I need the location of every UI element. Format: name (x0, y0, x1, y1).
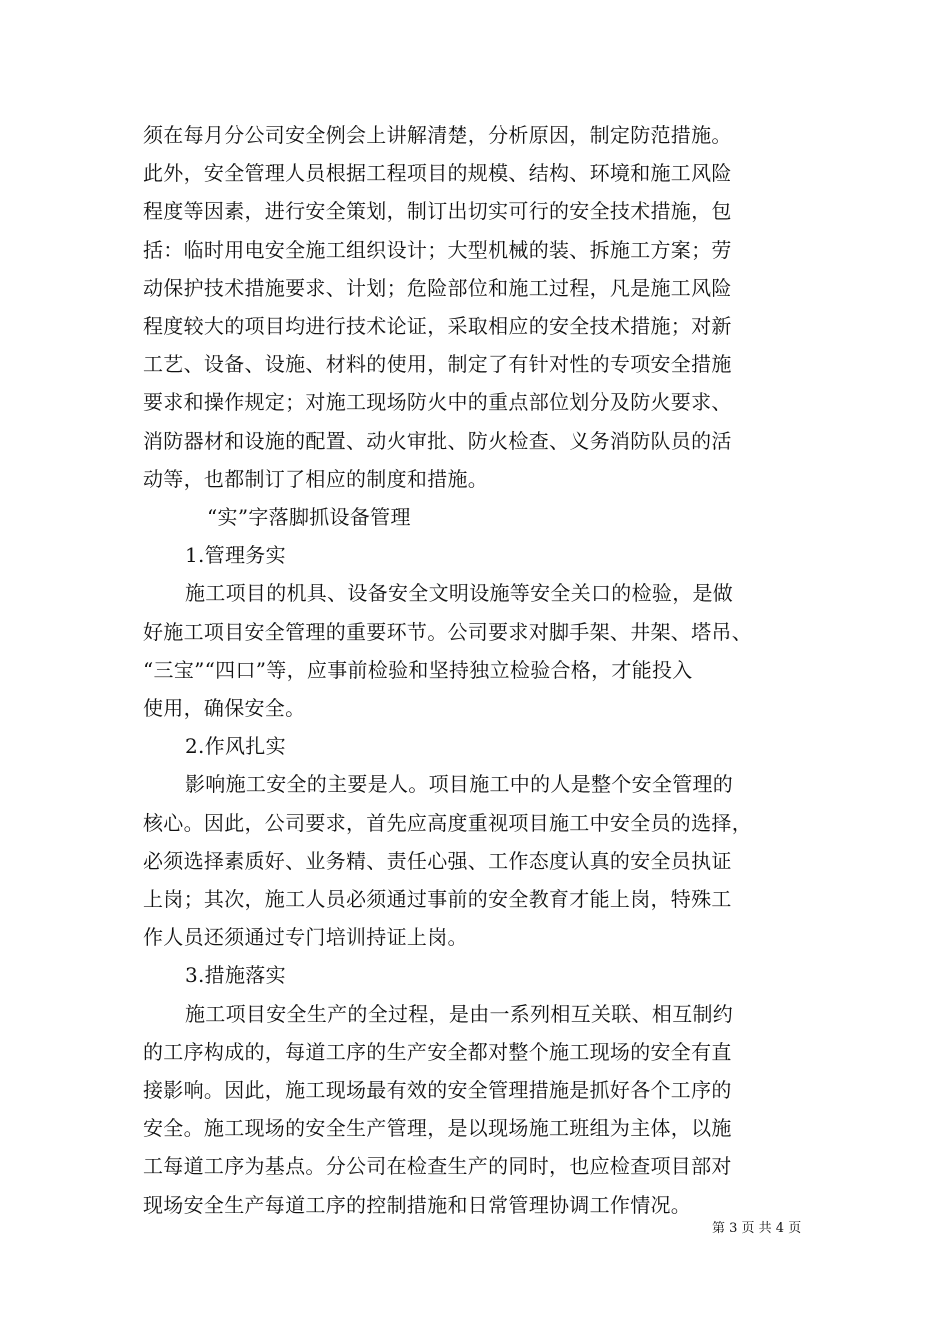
text-line: 此外，安全管理人员根据工程项目的规模、结构、环境和施工风险 (143, 161, 732, 186)
section-heading: “实”字落脚抓设备管理 (207, 505, 411, 530)
text-line: 影响施工安全的主要是人。项目施工中的人是整个安全管理的 (185, 772, 734, 797)
text-line: 工每道工序为基点。分公司在检查生产的同时，也应检查项目部对 (143, 1154, 732, 1179)
text-line: 作人员还须通过专门培训持证上岗。 (143, 925, 468, 950)
text-line: 使用，确保安全。 (143, 696, 306, 721)
text-line: 接影响。因此，施工现场最有效的安全管理措施是抓好各个工序的 (143, 1078, 732, 1103)
text-line: 须在每月分公司安全例会上讲解清楚，分析原因，制定防范措施。 (143, 123, 732, 147)
document-body (143, 116, 813, 1224)
text-line: 现场安全生产每道工序的控制措施和日常管理协调工作情况。 (143, 1192, 692, 1217)
subsection-heading: 2.作风扎实 (185, 734, 286, 759)
subsection-heading: 3.措施落实 (185, 963, 286, 988)
page-number-footer: 第 3 页 共 4 页 (712, 1221, 802, 1236)
text-line: 动保护技术措施要求、计划；危险部位和施工过程，凡是施工风险 (143, 275, 732, 300)
text-line: 的工序构成的，每道工序的生产安全都对整个施工现场的安全有直 (143, 1039, 732, 1064)
text-line: 消防器材和设施的配置、动火审批、防火检查、义务消防队员的活 (143, 428, 732, 453)
text-line: 动等，也都制订了相应的制度和措施。 (143, 466, 489, 491)
text-line: 好施工项目安全管理的重要环节。公司要求对脚手架、井架、塔吊、 (143, 619, 752, 644)
text-line: “三宝”“四口”等，应事前检验和坚持独立检验合格，才能投入 (143, 657, 693, 682)
text-line: 括：临时用电安全施工组织设计；大型机械的装、拆施工方案；劳 (143, 237, 732, 262)
subsection-heading: 1.管理务实 (185, 543, 286, 568)
text-line: 程度等因素，进行安全策划，制订出切实可行的安全技术措施，包 (143, 199, 732, 224)
text-line: 核心。因此，公司要求，首先应高度重视项目施工中安全员的选择， (143, 810, 752, 835)
text-line: 工艺、设备、设施、材料的使用，制定了有针对性的专项安全措施 (143, 352, 732, 377)
text-line: 必须选择素质好、业务精、责任心强、工作态度认真的安全员执证 (143, 848, 732, 873)
text-line: 程度较大的项目均进行技术论证，采取相应的安全技术措施；对新 (143, 314, 732, 339)
text-line: 安全。施工现场的安全生产管理，是以现场施工班组为主体，以施 (143, 1116, 732, 1141)
text-line: 施工项目安全生产的全过程，是由一系列相互关联、相互制约 (185, 1001, 734, 1026)
text-line: 上岗；其次，施工人员必须通过事前的安全教育才能上岗，特殊工 (143, 887, 732, 912)
text-line: 施工项目的机具、设备安全文明设施等安全关口的检验，是做 (185, 581, 734, 606)
text-line: 要求和操作规定；对施工现场防火中的重点部位划分及防火要求、 (143, 390, 732, 415)
